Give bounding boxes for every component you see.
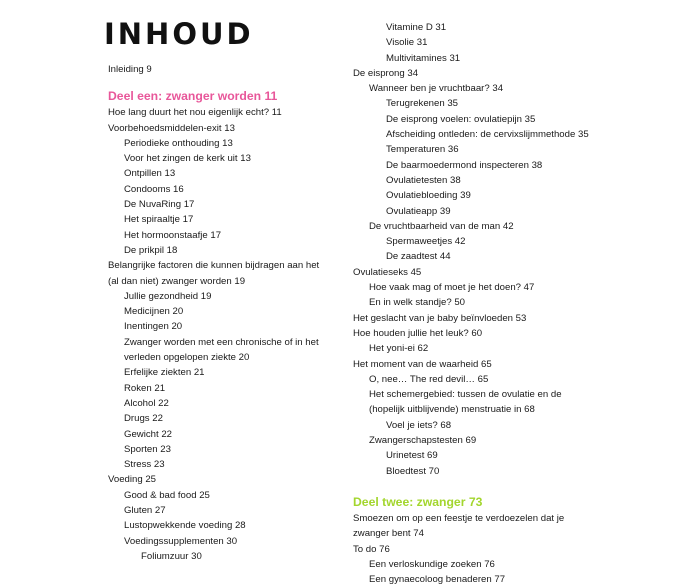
toc-entry: Smoezen om op een feestje te verdoezelen dat je [353,512,565,524]
toc-entry: zwanger bent 74 [353,528,424,540]
toc-entry: Gluten 27 [124,505,166,517]
toc-entry: De vruchtbaarheid van de man 42 [369,220,514,232]
toc-entry: Periodieke onthouding 13 [124,137,233,149]
toc-entry: Ovulatietesten 38 [386,174,461,186]
toc-entry: Roken 21 [124,382,166,394]
toc-entry: Vitamine D 31 [386,22,447,33]
toc-entry: Wanneer ben je vruchtbaar? 34 [369,83,504,95]
toc-entry: Inleiding 9 [108,64,152,75]
toc-entry: Hoe vaak mag of moet je het doen? 47 [369,282,535,294]
toc-entry: Inentingen 20 [124,321,183,333]
toc-entry: Zwanger worden met een chronische of in het [124,336,319,348]
section-heading: Deel twee: zwanger 73 [353,494,483,509]
toc-entry: Zwangerschapstesten 69 [369,435,477,447]
toc-entry: (hopelijk uitblijvende) menstruatie in 68 [369,404,535,416]
toc-entry: Urinetest 69 [386,450,438,462]
toc-entry: De NuvaRing 17 [124,199,195,211]
toc-entry: O, nee… The red devil… 65 [369,373,489,385]
toc-entry: Ovulatieapp 39 [386,205,451,217]
toc-entry: Medicijnen 20 [124,306,184,318]
toc-entry: Spermaweetjes 42 [386,236,466,248]
toc-entry: Hoe lang duurt het nou eigenlijk echt? 11 [108,107,282,119]
toc-entry: Het geslacht van je baby beïnvloeden 53 [353,312,527,324]
toc-entry: Voel je iets? 68 [386,419,452,431]
toc-entry: Lustopwekkende voeding 28 [124,520,246,532]
toc-entry: Stress 23 [124,459,165,471]
toc-entry: Een verloskundige zoeken 76 [369,558,495,570]
toc-entry: Het spiraaltje 17 [124,214,194,226]
toc-entry: Een gynaecoloog benaderen 77 [369,574,506,586]
toc-entry: Het schemergebied: tussen de ovulatie en de [369,389,562,401]
toc-entry: Ovulatieseks 45 [353,266,422,278]
toc-entry: Jullie gezondheid 19 [124,290,212,302]
toc-entry: Foliumzuur 30 [141,550,202,562]
toc-entry: Voeding 25 [108,474,157,486]
toc-entry: Afscheiding ontleden: de cervixslijmmethode 35 [386,129,589,141]
toc-entry: Temperaturen 36 [386,144,459,156]
toc-entry: Erfelijke ziekten 21 [124,367,205,379]
toc-right-column [353,20,693,587]
section-heading: Deel een: zwanger worden 11 [108,89,278,104]
toc-entry: Ovulatiebloeding 39 [386,190,471,202]
toc-entry: Multivitamines 31 [386,52,461,64]
toc-entry: Terugrekenen 35 [386,98,459,110]
toc-entry: Hoe houden jullie het leuk? 60 [353,327,483,339]
toc-entry: En in welk standje? 50 [369,297,465,309]
toc-entry: De eisprong 34 [353,67,419,79]
toc-entry: Voorbehoedsmiddelen-exit 13 [108,122,235,134]
toc-left-column [108,62,353,564]
toc-entry: verleden opgelopen ziekte 20 [124,352,250,364]
toc-entry: (al dan niet) zwanger worden 19 [108,275,246,287]
toc-entry: Drugs 22 [124,413,163,425]
toc-entry: Condooms 16 [124,183,184,195]
toc-entry: De prikpil 18 [124,244,178,256]
toc-entry: De baarmoedermond inspecteren 38 [386,159,543,171]
toc-entry: Good & bad food 25 [124,489,210,501]
toc-entry: De eisprong voelen: ovulatiepijn 35 [386,113,536,125]
toc-entry: Visolie 31 [386,37,428,49]
toc-entry: Voedingssupplementen 30 [124,535,238,547]
toc-entry: Sporten 23 [124,443,171,455]
toc-entry: Het moment van de waarheid 65 [353,358,492,370]
toc-entry: Gewicht 22 [124,428,172,440]
page-title: INHOUD [104,17,254,51]
toc-entry: Voor het zingen de kerk uit 13 [124,153,251,165]
toc-entry: Bloedtest 70 [386,465,440,477]
toc-entry: De zaadtest 44 [386,251,451,263]
toc-entry: To do 76 [353,543,390,555]
toc-entry: Belangrijke factoren die kunnen bijdragen aan het [108,260,320,272]
toc-entry: Het hormoonstaafje 17 [124,229,222,241]
toc-entry: Ontpillen 13 [124,168,176,180]
toc-entry: Het yoni-ei 62 [369,343,429,355]
toc-entry: Alcohol 22 [124,397,169,409]
